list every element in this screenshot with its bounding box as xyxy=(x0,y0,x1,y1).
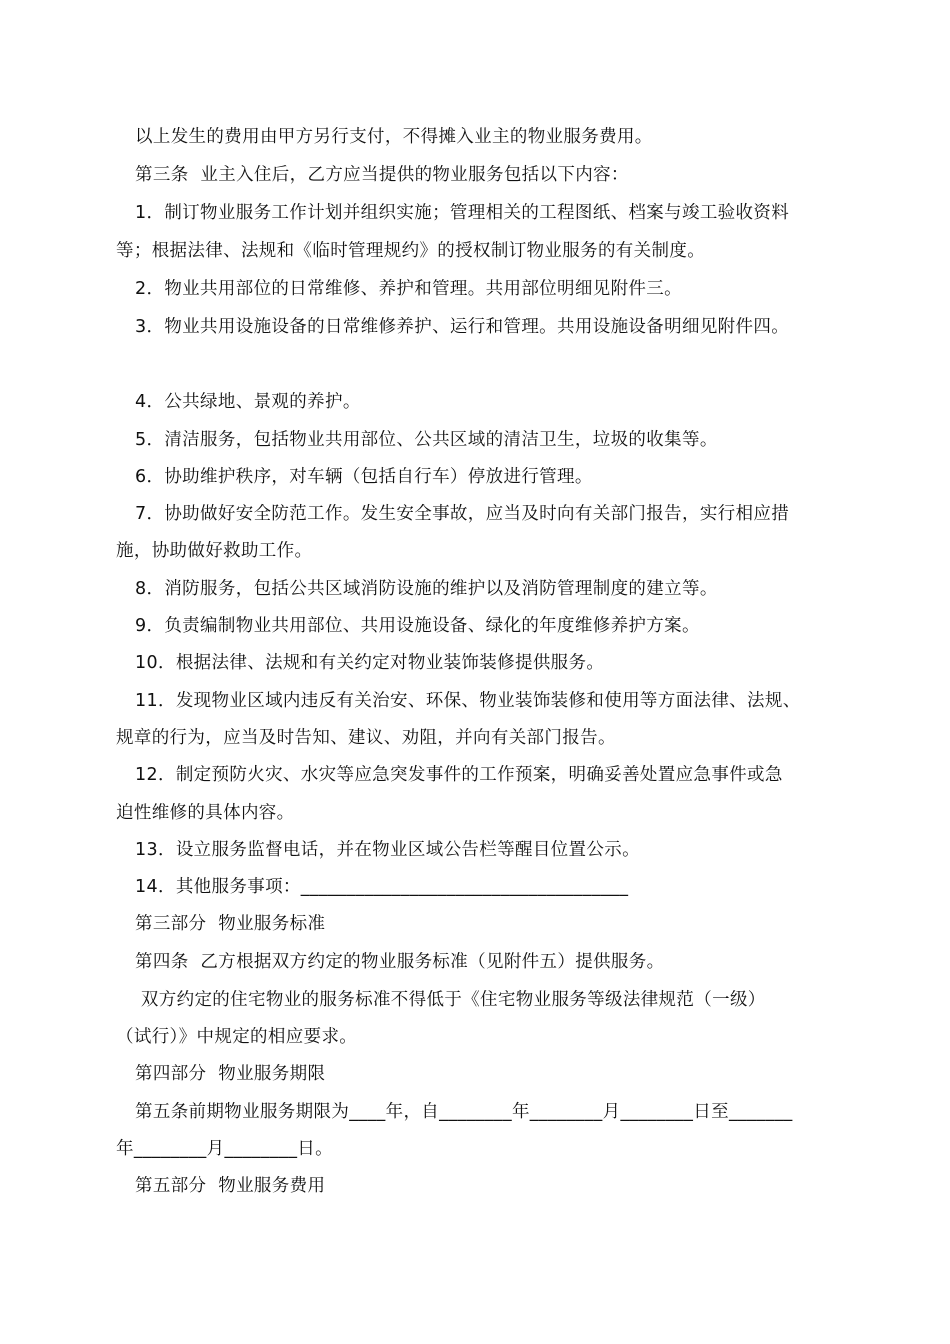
item-3: 3．物业共用设施设备的日常维修养护、运行和管理。共用设施设备明细见附件四。 xyxy=(135,317,790,337)
part-5-heading: 第五部分 物业服务费用 xyxy=(135,1176,326,1196)
item-13: 13．设立服务监督电话，并在物业区域公告栏等醒目位置公示。 xyxy=(135,840,640,860)
item-14: 14．其他服务事项：____________________________________ xyxy=(135,877,629,897)
item-2: 2．物业共用部位的日常维修、养护和管理。共用部位明细见附件三。 xyxy=(135,279,682,299)
item-5: 5．清洁服务，包括物业共用部位、公共区域的清洁卫生，垃圾的收集等。 xyxy=(135,430,718,450)
paragraph-fee-payment: 以上发生的费用由甲方另行支付，不得摊入业主的物业服务费用。 xyxy=(135,127,653,147)
item-10: 10．根据法律、法规和有关约定对物业装饰装修提供服务。 xyxy=(135,653,605,673)
item-12-line-1: 12．制定预防火灾、水灾等应急突发事件的工作预案，明确妥善处置应急事件或急 xyxy=(135,765,783,785)
article-4: 第四条 乙方根据双方约定的物业服务标准（见附件五）提供服务。 xyxy=(135,952,665,972)
item-4: 4．公共绿地、景观的养护。 xyxy=(135,392,361,412)
item-7-line-2: 施，协助做好救助工作。 xyxy=(116,541,313,561)
item-12-line-2: 迫性维修的具体内容。 xyxy=(116,803,295,823)
item-1-line-1: 1．制订物业服务工作计划并组织实施；管理相关的工程图纸、档案与竣工验收资料 xyxy=(135,203,790,223)
item-6: 6．协助维护秩序，对车辆（包括自行车）停放进行管理。 xyxy=(135,467,593,487)
part-4-heading: 第四部分 物业服务期限 xyxy=(135,1064,326,1084)
standard-line-2: （试行）》中规定的相应要求。 xyxy=(116,1027,358,1047)
item-11-line-1: 11．发现物业区域内违反有关治安、环保、物业装饰装修和使用等方面法律、法规、 xyxy=(135,691,801,711)
item-8: 8．消防服务，包括公共区域消防设施的维护以及消防管理制度的建立等。 xyxy=(135,579,718,599)
part-3-heading: 第三部分 物业服务标准 xyxy=(135,914,326,934)
standard-line-1: 双方约定的住宅物业的服务标准不得低于《住宅物业服务等级法律规范（一级） xyxy=(135,990,766,1010)
item-1-line-2: 等；根据法律、法规和《临时管理规约》的授权制订物业服务的有关制度。 xyxy=(116,241,706,261)
item-9: 9．负责编制物业共用部位、共用设施设备、绿化的年度维修养护方案。 xyxy=(135,616,700,636)
article-5-line-1: 第五条前期物业服务期限为____年，自________年________月________日至_______ xyxy=(135,1102,793,1122)
article-3-heading: 第三条 业主入住后，乙方应当提供的物业服务包括以下内容： xyxy=(135,165,629,185)
article-5-line-2: 年________月________日。 xyxy=(116,1139,333,1159)
item-11-line-2: 规章的行为，应当及时告知、建议、劝阻，并向有关部门报告。 xyxy=(116,728,616,748)
item-7-line-1: 7．协助做好安全防范工作。发生安全事故，应当及时向有关部门报告，实行相应措 xyxy=(135,504,790,524)
